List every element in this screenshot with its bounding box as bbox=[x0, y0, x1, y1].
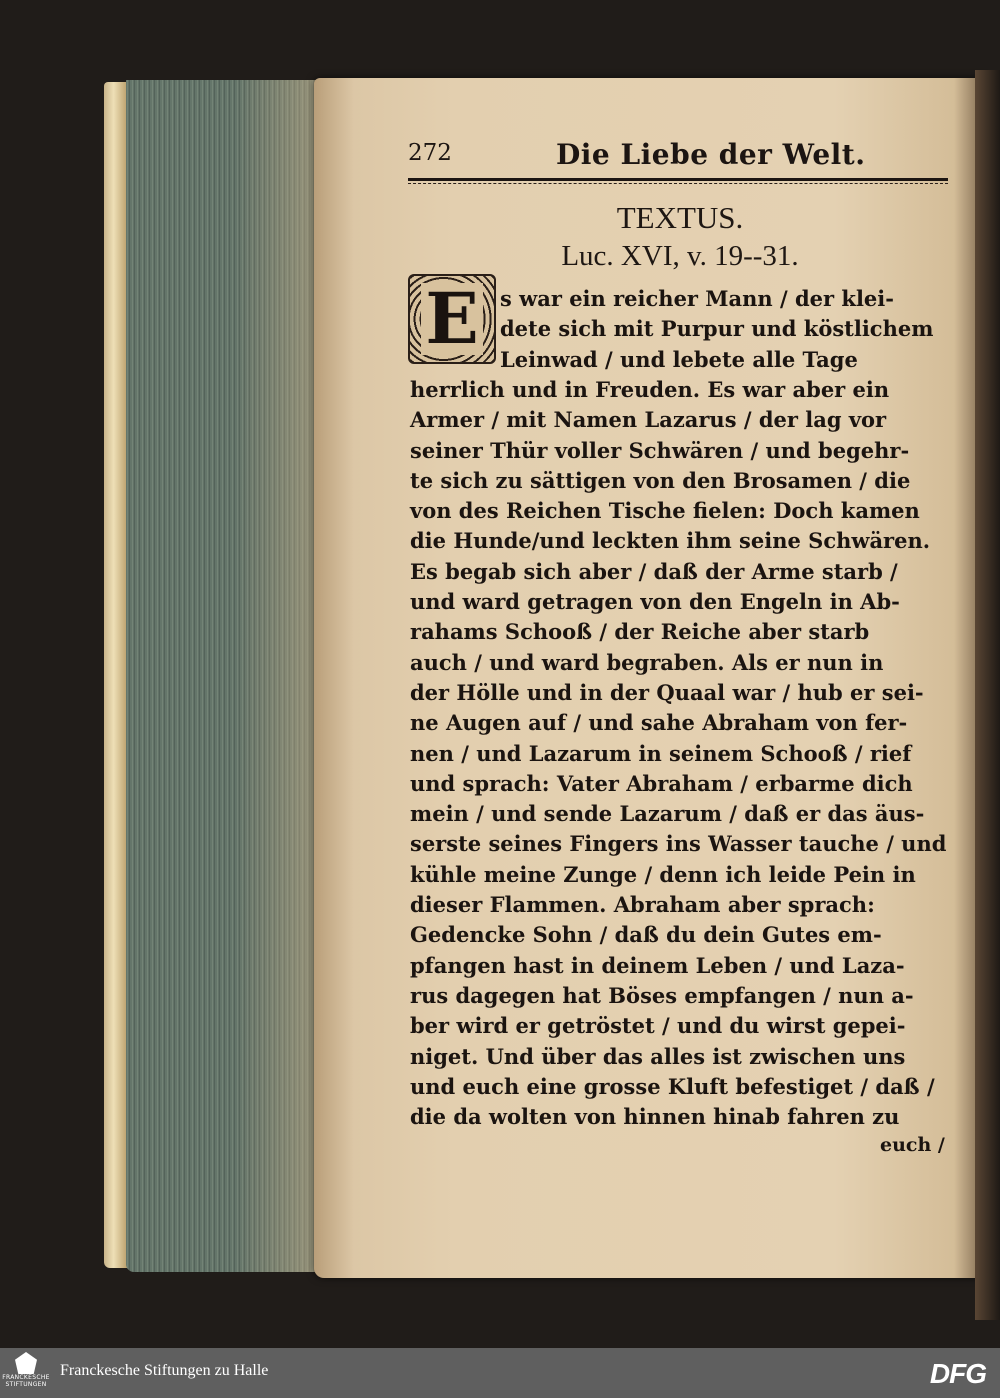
text-line: ber wird er getröstet / und du wirst gepei- bbox=[410, 1013, 906, 1039]
book-cover-edge bbox=[104, 82, 128, 1268]
text-line: seiner Thür voller Schwären / und begehr- bbox=[410, 437, 910, 463]
text-line: ne Augen auf / und sahe Abraham von fer- bbox=[410, 710, 908, 736]
running-title: Die Liebe der Welt. bbox=[556, 138, 866, 171]
logo-text-1: FRANCKESCHE bbox=[2, 1374, 50, 1381]
text-line: herrlich und in Freuden. Es war aber ein bbox=[410, 376, 890, 402]
text-line: Armer / mit Namen Lazarus / der lag vor bbox=[410, 407, 887, 433]
text-line: s war ein reicher Mann / der klei- bbox=[500, 286, 894, 311]
text-line: und ward getragen von den Engeln in Ab- bbox=[410, 589, 900, 614]
text-line: von des Reichen Tische fielen: Doch kamen bbox=[410, 498, 920, 524]
text-line: dete sich mit Purpur und köstlichem bbox=[500, 316, 934, 342]
text-line: niget. Und über das alles ist zwischen uns bbox=[410, 1043, 906, 1069]
crest-icon bbox=[15, 1352, 37, 1374]
text-line: te sich zu sättigen von den Brosamen / die bbox=[410, 467, 911, 493]
dfg-logo[interactable]: DFG bbox=[929, 1358, 986, 1389]
text-line: serste seines Fingers ins Wasser tauche / und bbox=[410, 831, 947, 857]
text-line: rus dagegen hat Böses empfangen / nun a- bbox=[410, 982, 914, 1008]
page-number: 272 bbox=[408, 140, 452, 166]
text-line: pfangen hast in deinem Leben / und Laza- bbox=[410, 952, 905, 978]
text-line: die da wolten von hinnen hinab fahren zu bbox=[410, 1104, 900, 1130]
text-line: die Hunde/und leckten ihm seine Schwären. bbox=[410, 528, 931, 554]
text-line: mein / und sende Lazarum / daß er das äus- bbox=[410, 801, 925, 827]
text-line: auch / und ward begraben. Als er nun in bbox=[410, 649, 884, 675]
logo-text-2: STIFTUNGEN bbox=[5, 1381, 47, 1388]
text-line: und sprach: Vater Abraham / erbarme dich bbox=[410, 770, 913, 796]
text-line: und euch eine grosse Kluft befestiget / daß / bbox=[410, 1073, 935, 1099]
decorated-initial bbox=[408, 274, 496, 364]
page-header bbox=[408, 138, 948, 178]
page-gutter-shadow bbox=[975, 70, 1000, 1320]
header-rule bbox=[408, 178, 948, 181]
text-line: rahams Schooß / der Reiche aber starb bbox=[410, 619, 870, 645]
text-line: dieser Flammen. Abraham aber sprach: bbox=[410, 892, 875, 917]
text-line: euch / bbox=[880, 1134, 945, 1157]
text-line: Leinwad / und lebete alle Tage bbox=[500, 346, 858, 372]
text-line: kühle meine Zunge / denn ich leide Pein in bbox=[410, 861, 916, 887]
institution-name[interactable]: Franckesche Stiftungen zu Halle bbox=[60, 1362, 269, 1379]
header-rule-dashed bbox=[408, 183, 948, 184]
text-line: nen / und Lazarum in seinem Schooß / rief bbox=[410, 740, 912, 766]
viewer-footer bbox=[0, 1348, 1000, 1398]
page-block-edges bbox=[126, 80, 326, 1272]
franckesche-logo[interactable] bbox=[4, 1352, 48, 1394]
text-line: Es begab sich aber / daß der Arme starb / bbox=[410, 558, 898, 584]
text-line: Gedencke Sohn / daß du dein Gutes em- bbox=[410, 922, 882, 948]
section-heading: TEXTUS. bbox=[616, 200, 744, 235]
initial-letter: E bbox=[421, 283, 482, 355]
scripture-citation: Luc. XVI, v. 19--31. bbox=[561, 240, 799, 272]
text-line: der Hölle und in der Quaal war / hub er sei- bbox=[410, 679, 924, 705]
